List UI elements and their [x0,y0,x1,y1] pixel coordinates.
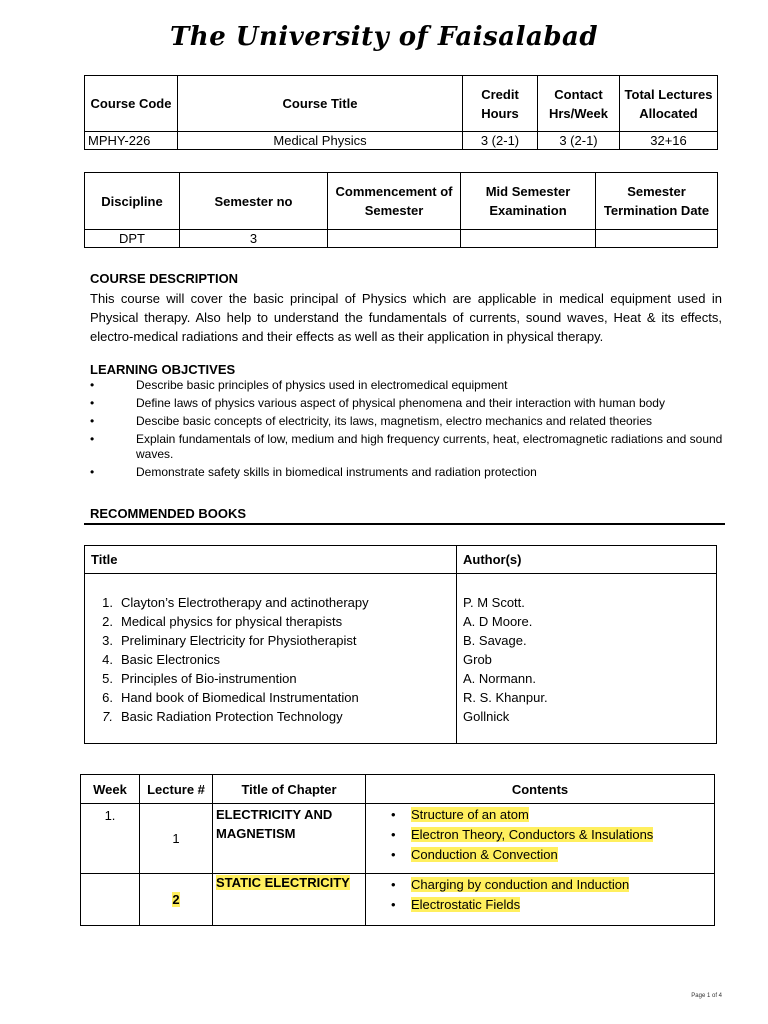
book-item: 7. Basic Radiation Protection Technology [102,709,343,724]
contents-list [369,805,711,865]
schedule-table [84,172,718,248]
learning-objectives-list [90,378,726,483]
recommended-books-table [84,545,717,744]
objective-item: • Define laws of physics various aspect of physical phenomena and their interaction with human body [90,396,726,411]
header-chapter-title: Title of Chapter [213,775,366,804]
content-item: • Structure of an atom [369,805,711,825]
content-item: • Conduction & Convection [369,845,711,865]
course-description-heading: COURSE DESCRIPTION [90,271,239,286]
header-week: Week [81,775,140,804]
header-commencement: Commencement of Semester [328,173,461,230]
author-item: Grob [463,652,492,667]
chapter-title-cell: STATIC ELECTRICITY [213,874,366,926]
author-item: A. Normann. [463,671,536,686]
header-credit-hours: Credit Hours [463,76,538,132]
lecture-number-cell: 1 [140,804,213,874]
author-item: R. S. Khanpur. [463,690,548,705]
book-item: 5. Principles of Bio-instrumention [102,671,297,686]
objective-item: • Explain fundamentals of low, medium and high frequency currents, heat, electromagnetic radiations and sound waves. [90,432,726,462]
books-author-cell [457,574,717,744]
course-title-value: Medical Physics [178,132,463,150]
header-discipline: Discipline [85,173,180,230]
header-lecture-no: Lecture # [140,775,213,804]
header-course-code: Course Code [85,76,178,132]
header-contact-hrs: Contact Hrs/Week [538,76,620,132]
course-info-table [84,75,718,150]
book-item: 2. Medical physics for physical therapists [102,614,343,629]
book-item: 3. Preliminary Electricity for Physiotherapist [102,633,357,648]
course-description-text: This course will cover the basic principal of Physics which are applicable in medical equipment used in Physical therapy. Also help to understand the fundamentals of currents, sound waves, Heat & its effects, electro-medical radiations and their effects as well as their application in physical therapy. [90,291,722,344]
header-semester-no: Semester no [180,173,328,230]
course-code-value: MPHY-226 [85,132,178,150]
week-cell [81,874,140,926]
contents-cell [366,804,715,874]
content-item: • Electron Theory, Conductors & Insulations [369,825,711,845]
header-contents: Contents [366,775,715,804]
author-item: A. D Moore. [463,614,533,629]
learning-objectives-heading: LEARNING OBJCTIVES [90,362,236,377]
page-number: Page 1 of 4 [691,993,722,999]
content-item: • Charging by conduction and Induction [369,875,711,895]
section-divider [84,523,725,525]
page-title: The University of Faisalabad [169,22,599,52]
chapter-title-cell: ELECTRICITY AND MAGNETISM [213,804,366,874]
content-item: • Electrostatic Fields [369,895,711,915]
book-item: 4. Basic Electronics [102,652,220,667]
author-item: P. M Scott. [463,595,525,610]
termination-date-value [596,230,718,248]
lecture-number-cell: 2 [140,874,213,926]
book-item: 1. Clayton’s Electrotherapy and actinotherapy [102,595,369,610]
book-author-list [463,593,713,726]
header-termination-date: Semester Termination Date [596,173,718,230]
book-title-list [91,593,453,726]
total-lectures-value: 32+16 [620,132,718,150]
contents-cell [366,874,715,926]
objective-item: • Describe basic principles of physics used in electromedical equipment [90,378,726,393]
header-total-lectures: Total Lectures Allocated [620,76,718,132]
contents-list [369,875,711,915]
books-title-cell [85,574,457,744]
week-cell: 1. [81,804,140,874]
objective-item: • Demonstrate safety skills in biomedical instruments and radiation protection [90,465,726,480]
mid-semester-value [461,230,596,248]
lecture-schedule-table [80,774,715,926]
author-item: B. Savage. [463,633,527,648]
commencement-value [328,230,461,248]
books-title-header: Title [85,546,457,574]
books-author-header: Author(s) [457,546,717,574]
objective-item: • Descibe basic concepts of electricity, its laws, magnetism, electro mechanics and related theories [90,414,726,429]
header-mid-semester: Mid Semester Examination [461,173,596,230]
recommended-books-heading: RECOMMENDED BOOKS [90,506,247,521]
contact-hrs-value: 3 (2-1) [538,132,620,150]
header-course-title: Course Title [178,76,463,132]
credit-hours-value: 3 (2-1) [463,132,538,150]
semester-no-value: 3 [180,230,328,248]
discipline-value: DPT [85,230,180,248]
author-item: Gollnick [463,709,510,724]
book-item: 6. Hand book of Biomedical Instrumentation [102,690,359,705]
